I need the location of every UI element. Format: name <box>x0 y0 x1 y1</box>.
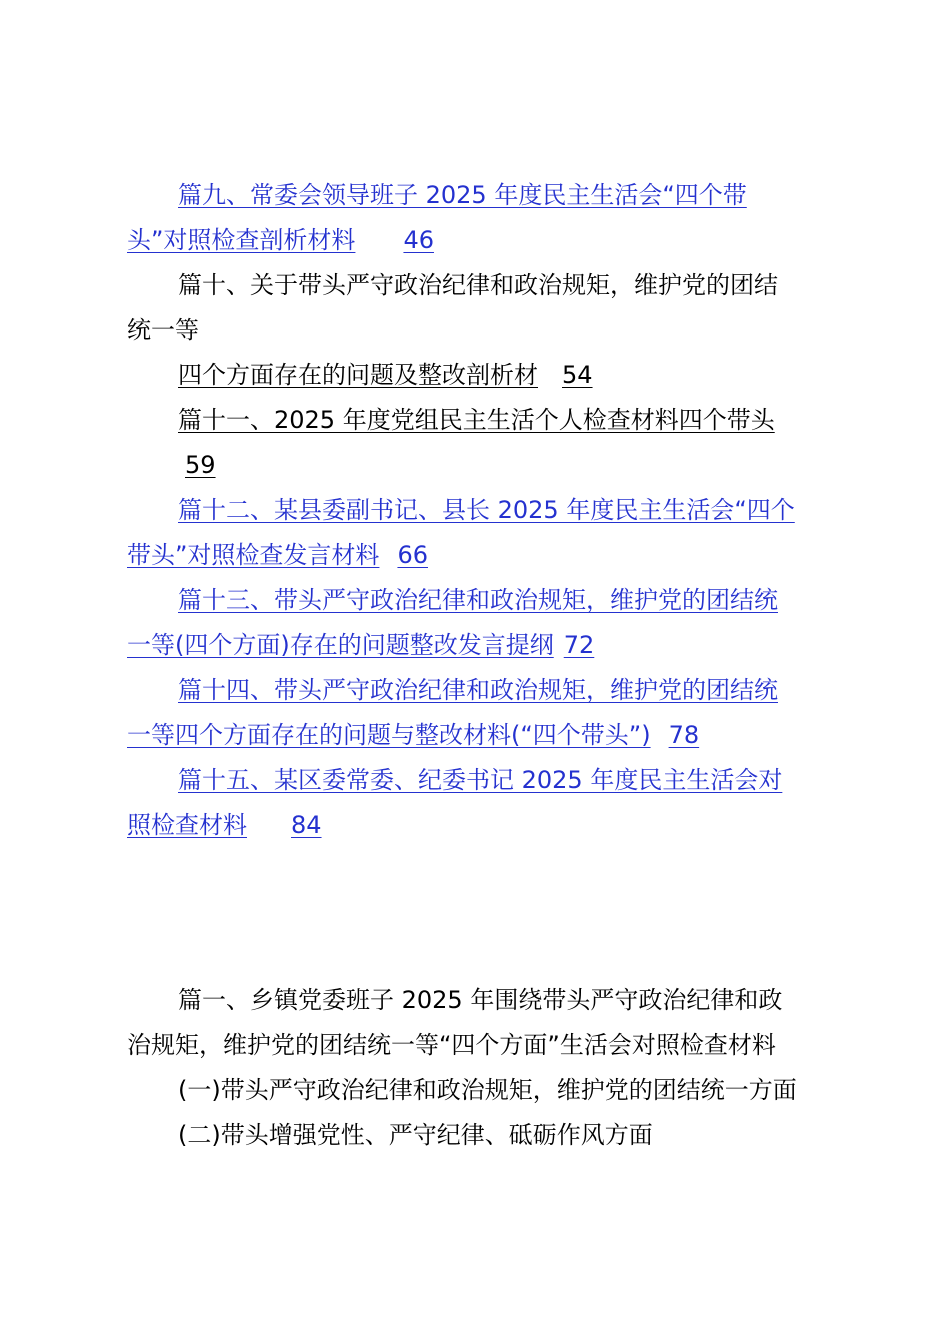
toc-item-15-line1[interactable]: 篇十五、某区委常委、纪委书记 2025 年度民主生活会对 <box>178 766 783 794</box>
toc-item-9-line1[interactable]: 篇九、常委会领导班子 2025 年度民主生活会“四个带 <box>178 181 747 209</box>
toc-item-13-page: 72 <box>563 631 595 659</box>
toc-item-15-line2[interactable]: 照检查材料 84 <box>127 811 322 839</box>
toc-item-12-line1[interactable]: 篇十二、某县委副书记、县长 2025 年度民主生活会“四个 <box>178 496 795 524</box>
toc-item-11-line1[interactable]: 篇十一、2025 年度党组民主生活个人检查材料四个带头 <box>178 406 775 434</box>
toc-item-14-line2[interactable]: 一等四个方面存在的问题与整改材料(“四个带头”) 78 <box>127 721 700 749</box>
toc-item-12-line2[interactable]: 带头”对照检查发言材料 66 <box>127 541 428 569</box>
toc-item-14-page: 78 <box>668 721 700 749</box>
toc-item-13-line1[interactable]: 篇十三、带头严守政治纪律和政治规矩，维护党的团结统 <box>178 586 778 614</box>
toc-item-12-page: 66 <box>397 541 428 569</box>
toc-item-10-line2: 统一等 <box>127 316 199 344</box>
toc-item-11-page: 59 <box>185 451 216 479</box>
section-heading-1: (一)带头严守政治纪律和政治规矩，维护党的团结统一方面 <box>178 1076 797 1104</box>
toc-item-15-page: 84 <box>291 811 322 839</box>
toc-item-10-page: 54 <box>562 361 593 389</box>
body-title-line1: 篇一、乡镇党委班子 2025 年围绕带头严守政治纪律和政 <box>178 986 783 1014</box>
toc-item-9-page: 46 <box>403 226 434 254</box>
body-title-line2: 治规矩，维护党的团结统一等“四个方面”生活会对照检查材料 <box>127 1031 776 1059</box>
toc-item-9-line2[interactable]: 头”对照检查剖析材料 46 <box>127 226 434 254</box>
toc-item-14-line1[interactable]: 篇十四、带头严守政治纪律和政治规矩，维护党的团结统 <box>178 676 778 704</box>
toc-item-10-line1: 篇十、关于带头严守政治纪律和政治规矩，维护党的团结 <box>178 271 778 299</box>
toc-item-13-line2[interactable]: 一等(四个方面)存在的问题整改发言提纲 72 <box>127 631 595 659</box>
toc-item-11-line2[interactable] <box>127 450 216 480</box>
toc-item-10-line3[interactable]: 四个方面存在的问题及整改剖析材 54 <box>178 361 593 389</box>
section-heading-2: (二)带头增强党性、严守纪律、砥砺作风方面 <box>178 1121 653 1149</box>
